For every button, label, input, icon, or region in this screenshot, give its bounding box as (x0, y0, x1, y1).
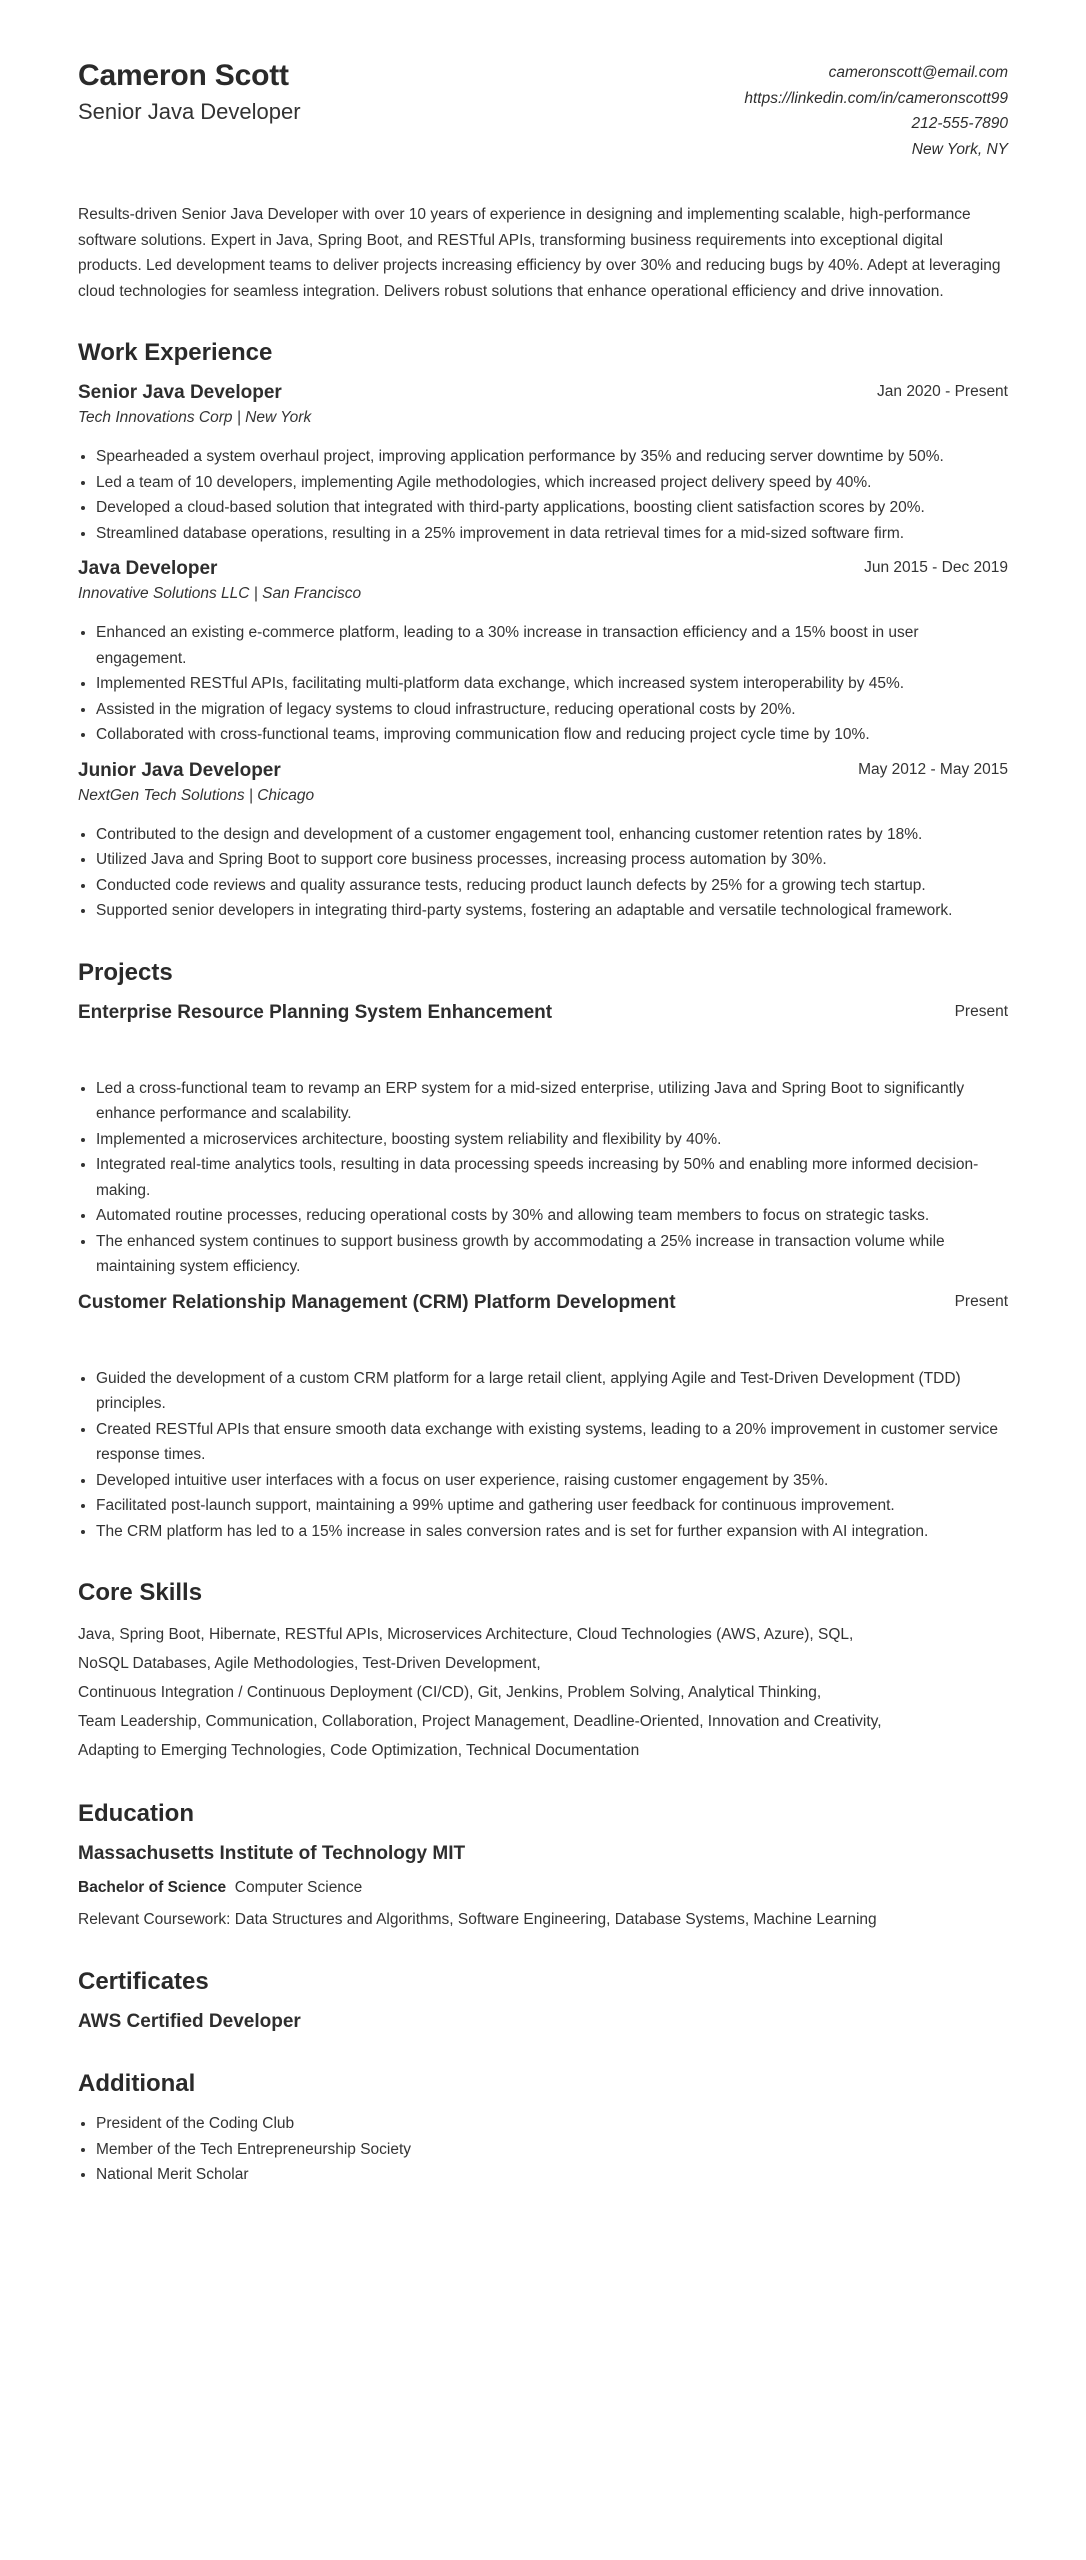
degree-field: Computer Science (234, 1879, 363, 1896)
additional-item: • President of the Coding Club (96, 2111, 1008, 2137)
project-title: Customer Relationship Management (CRM) Platform Development (78, 1291, 676, 1313)
project-bullet: • Integrated real-time analytics tools, resulting in data processing speeds increasing by 50% and enabling more informed decision-making. (96, 1152, 1008, 1203)
section-title-education: Education (78, 1800, 195, 1827)
job-entry (78, 380, 1008, 546)
work-experience-section (78, 338, 1008, 924)
project-title: Enterprise Resource Planning System Enhancement (78, 1001, 553, 1023)
job-title: Java Developer (78, 558, 218, 579)
additional-item: • Member of the Tech Entrepreneurship Society (96, 2137, 1008, 2163)
job-dates: May 2012 - May 2015 (858, 760, 1008, 778)
section-title-additional: Additional (78, 2070, 196, 2097)
section-title-skills: Core Skills (78, 1579, 203, 1606)
project-bullet: • Automated routine processes, reducing operational costs by 30% and allowing team members to focus on strategic tasks. (96, 1203, 1008, 1229)
coursework: Relevant Coursework: Data Structures and Algorithms, Software Engineering, Database Systems, Machine Learning (78, 1911, 877, 1928)
job-company: NextGen Tech Solutions | Chicago (78, 786, 315, 804)
job-bullet: • Utilized Java and Spring Boot to support core business processes, increasing process automation by 30%. (96, 847, 1008, 873)
skills-line: NoSQL Databases, Agile Methodologies, Test-Driven Development, (78, 1655, 541, 1672)
skills-line: Team Leadership, Communication, Collaboration, Project Management, Deadline-Oriented, Innovation and Creativity, (78, 1713, 882, 1730)
project-entry (78, 1290, 1008, 1545)
identity-block (78, 58, 301, 126)
skills-line: Java, Spring Boot, Hibernate, RESTful APIs, Microservices Architecture, Cloud Technologies (AWS, Azure), SQL, (78, 1626, 854, 1643)
summary-paragraph: Results-driven Senior Java Developer with over 10 years of experience in designing and implementing scalable, high-performance software solutions. Expert in Java, Spring Boot, and RESTful APIs, transforming business requirements into exceptional digital products. Led development teams to deliver projects increasing efficiency by over 30% and reducing bugs by 40%. Adept at leveraging cloud technologies for seamless integration. Delivers robust solutions that enhance operational efficiency and drive innovation. (78, 206, 1001, 300)
job-dates: Jun 2015 - Dec 2019 (864, 559, 1008, 576)
contact-email[interactable]: cameronscott@email.com (828, 64, 1008, 81)
job-bullet: • Developed a cloud-based solution that integrated with third-party applications, boosting client satisfaction scores by 20%. (96, 495, 1008, 521)
education-section (78, 1799, 1008, 1933)
contact-location: New York, NY (911, 140, 1008, 158)
job-bullet: • Conducted code reviews and quality assurance tests, reducing product launch defects by 25% for a growing tech startup. (96, 873, 1008, 899)
contact-block (744, 58, 1008, 162)
job-dates: Jan 2020 - Present (877, 383, 1008, 400)
job-bullet: • Assisted in the migration of legacy systems to cloud infrastructure, reducing operational costs by 20%. (96, 697, 1008, 723)
job-bullets (78, 444, 1008, 546)
section-title-projects: Projects (78, 958, 173, 986)
skills-section (78, 1578, 1008, 1765)
certificates-section (78, 1967, 1008, 2035)
certificate-item: AWS Certified Developer (78, 2011, 301, 2032)
job-bullets (78, 620, 1008, 748)
job-company: Tech Innovations Corp | New York (78, 409, 312, 426)
degree-type: Bachelor of Science (78, 1879, 227, 1896)
job-bullet: • Implemented RESTful APIs, facilitating multi-platform data exchange, which increased system interoperability by 45%. (96, 671, 1008, 697)
project-bullet: • Implemented a microservices architecture, boosting system reliability and flexibility by 40%. (96, 1127, 1008, 1153)
job-bullet: • Supported senior developers in integrating third-party systems, fostering an adaptable and versatile technological framework. (96, 898, 1008, 924)
project-dates: Present (954, 1002, 1008, 1020)
project-bullets (78, 1366, 1008, 1545)
project-dates: Present (954, 1292, 1008, 1310)
project-bullet: • The enhanced system continues to support business growth by accommodating a 25% increase in transaction volume while maintaining system efficiency. (96, 1229, 1008, 1280)
project-bullet: • Facilitated post-launch support, maintaining a 99% uptime and gathering user feedback for continuous improvement. (96, 1493, 1008, 1519)
job-company: Innovative Solutions LLC | San Francisco (78, 585, 362, 602)
project-bullet: • Led a cross-functional team to revamp an ERP system for a mid-sized enterprise, utilizing Java and Spring Boot to significantly enhance performance and scalability. (96, 1076, 1008, 1127)
project-entry (78, 1000, 1008, 1280)
job-entry (78, 758, 1008, 924)
job-bullet: • Collaborated with cross-functional teams, improving communication flow and reducing project cycle time by 10%. (96, 722, 1008, 748)
additional-list (78, 2111, 1008, 2188)
skills-line: Continuous Integration / Continuous Deployment (CI/CD), Git, Jenkins, Problem Solving, Analytical Thinking, (78, 1684, 822, 1701)
job-bullet: • Spearheaded a system overhaul project, improving application performance by 35% and reducing server downtime by 50%. (96, 444, 1008, 470)
section-title-work: Work Experience (78, 339, 273, 366)
skills-list (78, 1620, 1008, 1765)
candidate-name: Cameron Scott (78, 59, 289, 92)
school-name: Massachusetts Institute of Technology MIT (78, 1843, 466, 1864)
contact-linkedin[interactable]: https://linkedin.com/in/cameronscott99 (744, 89, 1008, 107)
job-bullet: • Led a team of 10 developers, implementing Agile methodologies, which increased project delivery speed by 40%. (96, 470, 1008, 496)
additional-item: • National Merit Scholar (96, 2162, 1008, 2188)
resume-header (78, 58, 1008, 162)
job-title: Junior Java Developer (78, 759, 281, 781)
project-bullet: • Developed intuitive user interfaces with a focus on user experience, raising customer engagement by 35%. (96, 1468, 1008, 1494)
candidate-role: Senior Java Developer (78, 99, 301, 124)
job-title: Senior Java Developer (78, 382, 282, 403)
skills-line: Adapting to Emerging Technologies, Code Optimization, Technical Documentation (78, 1742, 640, 1759)
job-bullets (78, 822, 1008, 924)
job-entry (78, 556, 1008, 748)
job-bullet: • Contributed to the design and development of a customer engagement tool, enhancing customer retention rates by 18%. (96, 822, 1008, 848)
project-bullet: • The CRM platform has led to a 15% increase in sales conversion rates and is set for further expansion with AI integration. (96, 1519, 1008, 1545)
project-bullet: • Guided the development of a custom CRM platform for a large retail client, applying Agile and Test-Driven Development (TDD) principles. (96, 1366, 1008, 1417)
degree-line (78, 1875, 1008, 1901)
project-bullet: • Created RESTful APIs that ensure smooth data exchange with existing systems, leading to a 20% improvement in customer service response times. (96, 1417, 1008, 1468)
job-bullet: • Streamlined database operations, resulting in a 25% improvement in data retrieval times for a mid-sized software firm. (96, 521, 1008, 547)
section-title-certificates: Certificates (78, 1968, 209, 1995)
projects-section (78, 958, 1008, 1545)
contact-phone: 212-555-7890 (911, 115, 1008, 132)
project-bullets (78, 1076, 1008, 1280)
additional-section (78, 2069, 1008, 2188)
job-bullet: • Enhanced an existing e-commerce platform, leading to a 30% increase in transaction efficiency and a 15% boost in user engagement. (96, 620, 1008, 671)
